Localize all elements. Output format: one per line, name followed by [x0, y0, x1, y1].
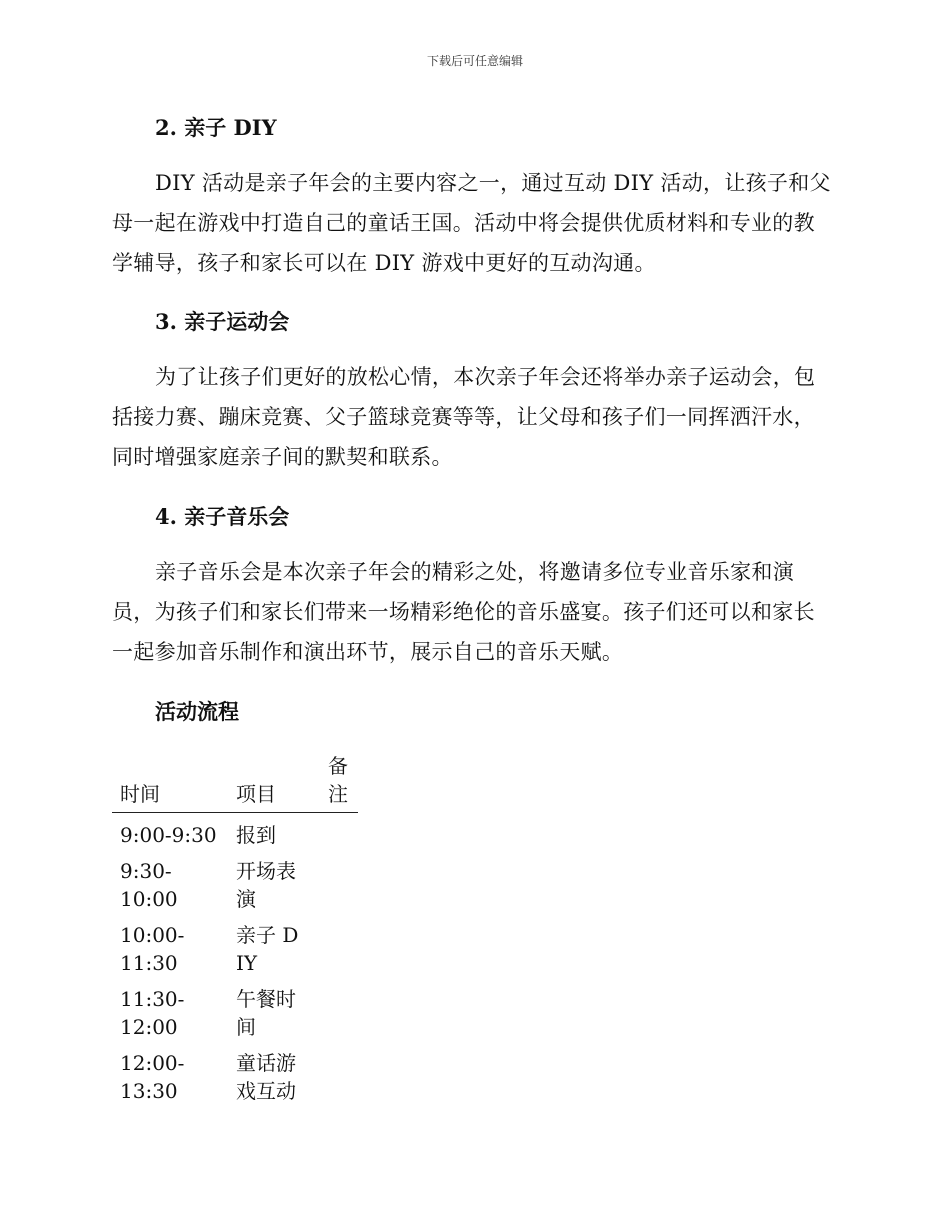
row-time: 9:30-10:00 — [120, 859, 178, 911]
column-header-item: 项目 — [228, 752, 320, 813]
section-paragraph-diy: DIY 活动是亲子年会的主要内容之一，通过互动 DIY 活动，让孩子和父母一起在游戏中打造自己的童话王国。活动中将会提供优质材料和专业的教学辅导，孩子和家长可以在 DIY 游戏中更好的互动沟通。 — [112, 171, 831, 275]
page-header: 下载后可任意编辑 — [426, 54, 523, 68]
row-time: 11:30-12:00 — [120, 987, 185, 1039]
row-time: 12:00-13:30 — [120, 1051, 185, 1103]
table-row — [112, 977, 358, 1041]
row-note — [320, 913, 358, 977]
row-item — [228, 1041, 320, 1105]
section-paragraph-sports: 为了让孩子们更好的放松心情，本次亲子年会还将举办亲子运动会，包括接力赛、蹦床竞赛、父子篮球竞赛等等，让父母和孩子们一同挥洒汗水，同时增强家庭亲子间的默契和联系。 — [112, 365, 816, 469]
row-item — [228, 849, 320, 913]
row-item-label: 报到 — [236, 823, 276, 847]
row-note — [320, 813, 358, 850]
row-time: 9:00-9:30 — [120, 823, 217, 847]
row-note — [320, 977, 358, 1041]
section-title-diy: 2. 亲子 DIY — [155, 115, 277, 140]
table-header-row — [112, 752, 358, 813]
row-item-label: 亲子 DIY — [236, 923, 299, 975]
row-item — [228, 977, 320, 1041]
table-row — [112, 1041, 358, 1105]
section-paragraph-concert: 亲子音乐会是本次亲子年会的精彩之处，将邀请多位专业音乐家和演员，为孩子们和家长们带来一场精彩绝伦的音乐盛宴。孩子们还可以和家长一起参加音乐制作和演出环节，展示自己的音乐天赋。 — [112, 560, 815, 664]
section-title-sports: 3. 亲子运动会 — [155, 309, 290, 334]
row-item — [228, 813, 320, 850]
row-item-label: 开场表演 — [236, 859, 296, 911]
row-item-label: 童话游戏互动 — [236, 1051, 296, 1103]
table-row — [112, 913, 358, 977]
table-row — [112, 813, 358, 850]
row-note — [320, 849, 358, 913]
column-header-note-label: 备注 — [328, 754, 348, 806]
column-header-note — [320, 752, 358, 813]
schedule-title: 活动流程 — [155, 699, 239, 724]
column-header-time: 时间 — [112, 752, 228, 813]
row-time: 10:00-11:30 — [120, 923, 185, 975]
section-title-concert: 4. 亲子音乐会 — [155, 504, 290, 529]
row-item — [228, 913, 320, 977]
schedule-table — [112, 752, 358, 1105]
table-row — [112, 849, 358, 913]
row-item-label: 午餐时间 — [236, 987, 296, 1039]
row-note — [320, 1041, 358, 1105]
